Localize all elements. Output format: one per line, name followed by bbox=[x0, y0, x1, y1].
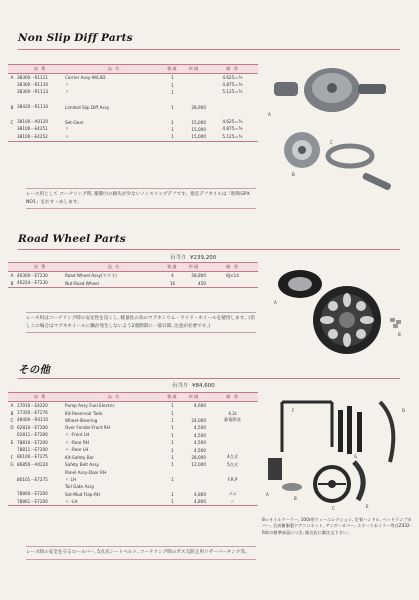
cell-name: 〃 LH bbox=[65, 476, 77, 482]
cell-grp bbox=[8, 446, 16, 453]
table-row bbox=[8, 454, 258, 461]
cell-grp: E bbox=[10, 440, 14, 446]
cell-no: 86850－A0220 bbox=[17, 461, 49, 467]
cell-grp: F bbox=[10, 454, 14, 460]
cell-qty: 4 bbox=[171, 273, 174, 279]
cell-price bbox=[181, 111, 207, 118]
cell-grp: B bbox=[8, 279, 16, 287]
cell-no: 78811－E7200 bbox=[17, 447, 48, 453]
pinion-gear bbox=[362, 172, 392, 191]
cell-price: 4,500 bbox=[194, 432, 206, 438]
diff-note: レース用として コーナリング時, 駆動力の損失が少ないノンスリップデフです。指定デフオイルは「昭和GPX NO1」をおすゝめします。 bbox=[26, 188, 256, 209]
cell-price: 4,500 bbox=[194, 440, 206, 446]
cell-price: 450 bbox=[181, 279, 207, 287]
other-price: 台当り ¥84,600 bbox=[172, 383, 215, 389]
cell-qty bbox=[164, 483, 181, 490]
cell-grp bbox=[8, 96, 16, 103]
table-row bbox=[8, 126, 258, 133]
wheel-note: レース用はコーナリング時の安定性を良くし, 軽量化の為のマグネシウム・ワイド・ホイールを使用します。(但しこの場合はマグネホイールに鋼が発生しないよう2週期間に一部日間, 注意が必要です。) bbox=[26, 312, 256, 333]
table-row bbox=[8, 402, 258, 410]
cell-name: Tail Gate Assy bbox=[65, 484, 95, 490]
cell-grp bbox=[8, 432, 16, 439]
cell-price: 4,800 bbox=[181, 498, 207, 506]
cell-price: 24,000 bbox=[191, 417, 206, 423]
cell-note bbox=[207, 96, 258, 103]
safety-bar bbox=[282, 402, 332, 452]
cell-price bbox=[181, 81, 207, 88]
cell-no: 38420－R1110 bbox=[17, 104, 49, 110]
table-row bbox=[8, 89, 258, 96]
photo-labels bbox=[266, 408, 405, 511]
cell-note: ゴム bbox=[228, 491, 237, 497]
cell-qty: 1 bbox=[171, 75, 174, 81]
section-rule bbox=[18, 378, 400, 379]
cell-qty: 1 bbox=[171, 82, 174, 88]
table-row bbox=[8, 81, 258, 88]
cell-grp: A bbox=[10, 403, 14, 409]
cell-no: 78810－E7200 bbox=[17, 439, 48, 445]
svg-text:C: C bbox=[330, 140, 333, 145]
cell-no: 38100－E4252 bbox=[16, 133, 64, 141]
table-row bbox=[8, 432, 258, 439]
cell-no: 17010－E4220 bbox=[17, 402, 48, 408]
cell-grp: A bbox=[10, 273, 14, 279]
table-header-row: 部 番 品 名 数量 単価 摘 要 bbox=[8, 393, 258, 402]
cell-note: 5.125＝⅗ bbox=[207, 133, 258, 141]
cell-note: 4.875＝⅗ bbox=[222, 126, 243, 132]
section-title-other: その他 bbox=[18, 364, 51, 376]
cell-qty: 1 bbox=[171, 410, 174, 416]
cell-name: Wheel-Steering bbox=[65, 417, 98, 423]
cell-qty: 1 bbox=[171, 462, 174, 468]
cell-note bbox=[207, 469, 258, 476]
table-row bbox=[8, 446, 258, 453]
cell-grp bbox=[8, 491, 16, 498]
svg-text:E: E bbox=[366, 504, 369, 509]
cell-grp bbox=[8, 81, 16, 88]
cell-note: 4点式 bbox=[226, 454, 239, 460]
cell-price: 58,800 bbox=[191, 273, 206, 279]
cell-price bbox=[181, 469, 207, 476]
cell-name: Nut-Road Wheel bbox=[64, 279, 164, 287]
cell-note: 5.125＝⅗ bbox=[222, 89, 243, 95]
cell-note bbox=[207, 104, 258, 111]
cell-qty: 1 bbox=[171, 425, 174, 431]
cell-qty: 1 bbox=[171, 104, 174, 110]
cell-name: Kit-Safety Bar bbox=[65, 454, 94, 460]
section-rule bbox=[18, 49, 400, 50]
cell-note bbox=[207, 439, 258, 446]
table-row bbox=[8, 439, 258, 446]
cell-note bbox=[207, 483, 258, 490]
cell-no: 80101－E7275 bbox=[17, 476, 48, 482]
cell-qty: 1 bbox=[171, 89, 174, 95]
cell-price bbox=[181, 96, 207, 103]
cell-price: 15,000 bbox=[191, 126, 206, 132]
wheel-nuts bbox=[390, 318, 401, 328]
ring-gear bbox=[328, 146, 372, 166]
svg-text:B: B bbox=[398, 332, 401, 337]
table-row bbox=[8, 476, 258, 483]
svg-text:A: A bbox=[274, 300, 277, 305]
cell-price: 15,000 bbox=[191, 119, 206, 125]
cell-note: 〃 bbox=[207, 498, 258, 506]
cell-grp bbox=[8, 89, 16, 96]
cell-no: 40224－E7230 bbox=[16, 279, 64, 287]
cell-note: F.R.P bbox=[227, 477, 238, 483]
cell-note: 4.2ℓ bbox=[228, 410, 237, 416]
svg-text:G: G bbox=[354, 454, 358, 459]
cell-price: 12,000 bbox=[191, 462, 206, 468]
cell-price: 4,500 bbox=[194, 425, 206, 431]
svg-text:D: D bbox=[402, 408, 406, 413]
carrier-axle bbox=[358, 84, 386, 94]
cell-name: 〃 -Rear LH bbox=[65, 447, 89, 453]
cell-note: 5点式 bbox=[226, 461, 239, 467]
cell-grp bbox=[8, 476, 16, 483]
cell-name: 〃 bbox=[65, 89, 70, 95]
cell-note: 4.625＝⅗ bbox=[222, 74, 243, 80]
other-parts-table bbox=[8, 392, 258, 506]
table-row bbox=[8, 272, 258, 280]
cell-grp: A bbox=[10, 75, 14, 81]
section-rule bbox=[18, 249, 400, 250]
cell-qty bbox=[164, 469, 181, 476]
table-row bbox=[8, 417, 258, 424]
cell-price: 28,000 bbox=[191, 454, 206, 460]
safety-belt bbox=[338, 406, 362, 454]
cell-no: 38100－A0120 bbox=[17, 119, 49, 125]
cell-name: Set-Mud Flap-RH bbox=[65, 491, 101, 497]
table-row bbox=[8, 491, 258, 498]
cell-name: Panel Assy-Door RH bbox=[65, 469, 107, 475]
cell-qty: 1 bbox=[164, 133, 181, 141]
cell-qty: 1 bbox=[171, 454, 174, 460]
cell-qty bbox=[164, 96, 181, 103]
table-row bbox=[8, 104, 258, 111]
cell-name bbox=[64, 111, 164, 118]
cell-qty: 1 bbox=[171, 432, 174, 438]
cell-name: Safety Belt Assy bbox=[65, 462, 100, 468]
wheel-photo bbox=[262, 262, 412, 362]
cell-name: 〃 bbox=[65, 126, 70, 132]
cell-name: 〃 bbox=[64, 133, 164, 141]
table-row bbox=[8, 279, 258, 287]
section-title-diff: Non Slip Diff Parts bbox=[18, 32, 133, 44]
svg-text:B: B bbox=[294, 496, 297, 501]
cell-note: 静電附塗 bbox=[224, 417, 241, 423]
cell-no: 62810－E7200 bbox=[17, 424, 48, 430]
table-row bbox=[8, 118, 258, 125]
cell-name: Limited Slip Diff Assy bbox=[65, 104, 110, 110]
table-row bbox=[8, 424, 258, 431]
cell-grp bbox=[8, 126, 16, 133]
cell-note bbox=[207, 402, 258, 410]
cell-qty: 1 bbox=[164, 498, 181, 506]
cell-no: 38300－R1111 bbox=[17, 74, 49, 80]
cell-grp: G bbox=[10, 462, 14, 468]
cell-price: 4,600 bbox=[194, 403, 206, 409]
cell-price: 28,900 bbox=[191, 104, 206, 110]
fuel-pump bbox=[268, 458, 282, 480]
other-caption: B＝オイルクーラー, 100ℓ用ウェーエレクション, 定着ハンドル, ベッドランプカバー, 合成樹脂製ドアコンネット, アンダーカバー, エヤースポイラー等はZ432-R車の標準部品につき, 販売店に御注文下さい。 bbox=[262, 517, 412, 535]
cell-qty: 1 bbox=[171, 126, 174, 132]
table-row bbox=[8, 96, 258, 103]
cell-price bbox=[181, 476, 207, 483]
other-parts-photo bbox=[262, 392, 412, 514]
cell-note: 4.625＝⅗ bbox=[222, 119, 243, 125]
cell-note bbox=[207, 432, 258, 439]
cell-grp bbox=[8, 133, 16, 141]
cell-qty: 1 bbox=[171, 447, 174, 453]
table-row bbox=[8, 461, 258, 468]
cell-name: Over Fender-Front RH bbox=[65, 425, 110, 431]
cell-note bbox=[207, 111, 258, 118]
cell-name: 〃 bbox=[65, 82, 70, 88]
table-row bbox=[8, 111, 258, 118]
cell-name: 〃 -Rear RH bbox=[65, 439, 90, 445]
cell-price: 4,800 bbox=[194, 491, 206, 497]
cell-no: 78861－E7200 bbox=[16, 498, 64, 506]
cell-grp: C bbox=[10, 119, 14, 125]
cell-no: 48400－R4110 bbox=[17, 417, 49, 423]
cell-qty: 1 bbox=[171, 119, 174, 125]
other-note: レース時の安全を守るロールバー, 5点式シートベルト, コーナリング時のガス欠防止用リザーバータンク等。 bbox=[26, 546, 256, 560]
cell-no: 38300－R1113 bbox=[17, 89, 49, 95]
cell-qty: 1 bbox=[171, 491, 174, 497]
table-row bbox=[8, 133, 258, 141]
cell-name: Road Wheel Assy(マグネ) bbox=[65, 272, 117, 278]
diff-parts-photo bbox=[262, 58, 412, 224]
carrier-pinion bbox=[274, 82, 298, 96]
cell-grp: C bbox=[10, 417, 14, 423]
cell-grp bbox=[8, 483, 16, 490]
cell-grp bbox=[8, 469, 16, 476]
cell-grp: B bbox=[10, 104, 14, 110]
cell-note: 4.875＝⅗ bbox=[222, 82, 243, 88]
wheel-price: 台当り ¥239,200 bbox=[170, 255, 217, 261]
cell-price bbox=[181, 74, 207, 82]
cell-name: Set-Gear bbox=[65, 119, 84, 125]
cell-price bbox=[181, 409, 207, 416]
cell-name: Kit-Reservoir Tank bbox=[65, 410, 103, 416]
cell-price bbox=[181, 483, 207, 490]
cell-no bbox=[16, 469, 64, 476]
cell-qty bbox=[164, 111, 181, 118]
over-fender bbox=[380, 402, 393, 462]
cell-no: 62811－E7200 bbox=[17, 432, 48, 438]
table-header-row: 部 番 品 名 数量 単価 摘 要 bbox=[8, 263, 258, 272]
svg-text:A: A bbox=[266, 492, 269, 497]
cell-price: 4,500 bbox=[194, 447, 206, 453]
cell-name: Carrier Assy‐W/LSD bbox=[65, 75, 106, 81]
svg-text:A: A bbox=[268, 112, 271, 117]
cell-note bbox=[207, 446, 258, 453]
cell-qty: 1 bbox=[171, 440, 174, 446]
cell-note bbox=[207, 279, 258, 287]
cell-name: 〃 -LH bbox=[64, 498, 164, 506]
table-row bbox=[8, 483, 258, 490]
cell-no bbox=[16, 96, 64, 103]
table-row bbox=[8, 498, 258, 506]
cell-grp bbox=[8, 498, 16, 506]
cell-name: 〃 -Front LH bbox=[65, 432, 90, 438]
cell-price bbox=[181, 89, 207, 96]
table-header-row: 部 番 品 名 数量 単価 摘 要 bbox=[8, 65, 258, 74]
cell-name bbox=[64, 96, 164, 103]
cell-grp bbox=[8, 111, 16, 118]
svg-text:F: F bbox=[292, 408, 295, 413]
cell-grp: D bbox=[10, 425, 14, 431]
cell-name: Pump Assy Fuel Electric bbox=[65, 403, 115, 409]
wheel-parts-table bbox=[8, 262, 258, 288]
diff-parts-table bbox=[8, 64, 258, 142]
cell-no: 38300－R1110 bbox=[17, 82, 49, 88]
table-row bbox=[8, 469, 258, 476]
table-row bbox=[8, 409, 258, 416]
cell-no bbox=[16, 111, 64, 118]
cell-no: 17350－E7276 bbox=[17, 410, 48, 416]
cell-no: 38100－E4251 bbox=[17, 126, 48, 132]
svg-text:C: C bbox=[332, 506, 335, 511]
cell-note bbox=[207, 424, 258, 431]
cell-price: 15,000 bbox=[181, 133, 207, 141]
cell-note: 8J×14 bbox=[226, 273, 239, 279]
cell-grp: B bbox=[10, 410, 14, 416]
cell-qty: 16 bbox=[164, 279, 181, 287]
cell-no: 86100－E7275 bbox=[17, 454, 48, 460]
table-row bbox=[8, 74, 258, 82]
section-title-wheel: Road Wheel Parts bbox=[18, 233, 126, 245]
cell-qty: 1 bbox=[171, 403, 174, 409]
svg-text:B: B bbox=[292, 172, 295, 177]
cell-no: 78860－E7200 bbox=[17, 491, 48, 497]
cell-no: 40300－E7230 bbox=[17, 272, 48, 278]
cell-qty: 1 bbox=[171, 417, 174, 423]
cell-qty: 1 bbox=[171, 477, 174, 483]
cell-no bbox=[16, 483, 64, 490]
